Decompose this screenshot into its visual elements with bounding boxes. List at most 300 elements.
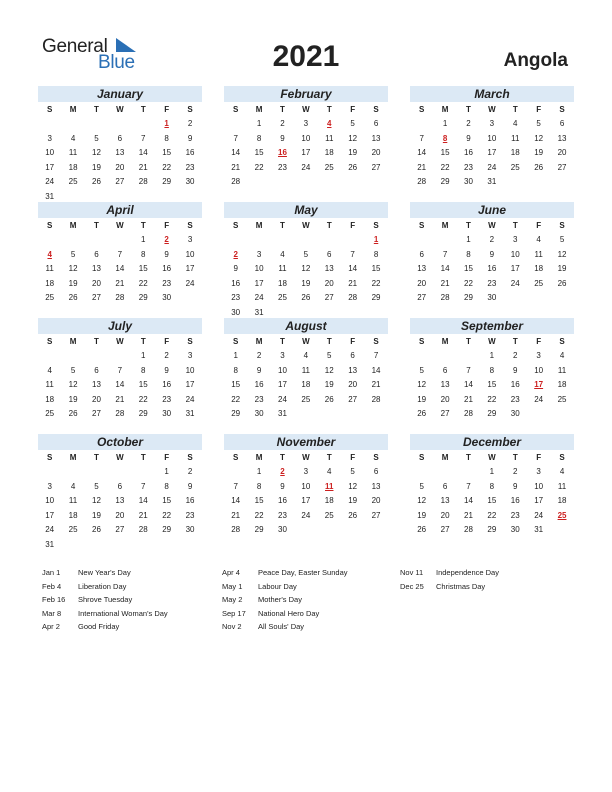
- day: 22: [464, 278, 473, 288]
- holiday-name: Good Friday: [78, 622, 120, 632]
- day: 2: [513, 467, 518, 476]
- holiday-name: Christmas Day: [436, 581, 486, 591]
- day: 30: [185, 177, 195, 187]
- weekday-label: S: [233, 105, 239, 114]
- day: 20: [371, 496, 381, 506]
- day: 27: [92, 293, 101, 303]
- day: 28: [464, 525, 473, 535]
- day: 6: [442, 365, 448, 375]
- day: 26: [417, 525, 427, 535]
- month-name: April: [38, 202, 202, 218]
- day: 10: [301, 133, 311, 143]
- holiday-date: Sep 17: [222, 608, 246, 618]
- month-october: [38, 434, 202, 553]
- day: 5: [303, 249, 309, 259]
- day: 6: [94, 365, 99, 375]
- empty-day: [108, 117, 131, 132]
- day: 11: [68, 496, 78, 506]
- day: 28: [440, 293, 450, 303]
- day: 22: [487, 394, 497, 404]
- day: 19: [301, 278, 311, 288]
- day: 1: [141, 351, 146, 360]
- day: 12: [348, 133, 358, 143]
- day: 21: [464, 510, 473, 520]
- day: 27: [348, 394, 358, 404]
- day: 29: [371, 293, 381, 303]
- day: 14: [464, 380, 473, 390]
- day: 3: [536, 467, 541, 476]
- weekday-label: M: [69, 105, 77, 114]
- day: 1: [233, 351, 238, 360]
- day: 28: [115, 293, 125, 303]
- day: 7: [117, 249, 123, 259]
- day: 7: [442, 249, 448, 259]
- day: 18: [324, 148, 334, 158]
- day: 27: [417, 293, 427, 303]
- day: 23: [278, 510, 287, 520]
- month-june: [410, 202, 574, 306]
- holiday-day: 16: [278, 148, 287, 158]
- month-march: [410, 86, 574, 190]
- day: 2: [187, 119, 193, 128]
- day-grid: [224, 117, 388, 190]
- day: 22: [487, 510, 497, 520]
- weekday-label: S: [559, 337, 565, 346]
- weekday-label: S: [419, 337, 425, 346]
- holiday-date: Apr 2: [42, 622, 60, 632]
- day: 10: [254, 264, 264, 274]
- day: 4: [559, 467, 565, 476]
- day: 26: [417, 409, 427, 419]
- holiday-name: Peace Day, Easter Sunday: [258, 568, 348, 577]
- weekday-label: T: [326, 221, 332, 230]
- day: 21: [371, 380, 381, 390]
- day: 13: [440, 380, 450, 390]
- day: 11: [45, 264, 54, 274]
- weekday-label: W: [116, 453, 124, 462]
- day: 4: [303, 351, 309, 360]
- day: 19: [324, 380, 334, 390]
- day: 20: [348, 380, 358, 390]
- day: 19: [348, 148, 358, 158]
- weekday-header: [410, 451, 574, 465]
- day: 15: [254, 496, 264, 506]
- day: 17: [301, 496, 311, 506]
- empty-day: [318, 233, 341, 248]
- day: 14: [371, 365, 381, 375]
- day: 12: [324, 365, 334, 375]
- day: 7: [117, 365, 123, 375]
- day: 15: [440, 148, 450, 158]
- day: 25: [45, 409, 55, 419]
- day: 9: [187, 133, 193, 143]
- weekday-label: T: [466, 337, 471, 346]
- day: 13: [115, 148, 125, 158]
- weekday-label: S: [47, 105, 53, 114]
- weekday-label: T: [280, 453, 285, 462]
- weekday-label: S: [233, 221, 239, 230]
- day: 17: [45, 510, 55, 520]
- day: 9: [280, 133, 285, 143]
- day: 1: [141, 235, 146, 244]
- holiday-name: International Woman's Day: [78, 608, 168, 618]
- day: 2: [256, 351, 262, 360]
- weekday-label: T: [466, 221, 471, 230]
- day: 23: [510, 510, 520, 520]
- day: 2: [466, 119, 471, 128]
- day: 10: [185, 365, 195, 375]
- weekday-label: F: [350, 105, 356, 114]
- holiday-day: 4: [327, 119, 332, 128]
- day: 19: [92, 510, 101, 520]
- weekday-label: F: [536, 105, 542, 114]
- day: 30: [278, 525, 287, 535]
- day: 17: [45, 162, 55, 172]
- holiday-date: Jan 1: [42, 568, 61, 577]
- day: 25: [278, 293, 287, 303]
- day: 23: [185, 510, 195, 520]
- weekday-header: [224, 335, 388, 349]
- day: 1: [489, 351, 495, 360]
- day: 18: [45, 394, 55, 404]
- weekday-label: S: [187, 337, 193, 346]
- day: 23: [185, 162, 195, 172]
- day: 16: [162, 264, 172, 274]
- day: 15: [487, 496, 497, 506]
- empty-day: [38, 117, 61, 132]
- day: 8: [164, 481, 169, 491]
- day: 18: [510, 148, 520, 158]
- day: 12: [301, 264, 311, 274]
- day: 13: [92, 380, 101, 390]
- month-name: June: [410, 202, 574, 218]
- day: 23: [231, 293, 241, 303]
- day: 29: [138, 293, 148, 303]
- day: 18: [278, 278, 287, 288]
- day: 14: [440, 264, 450, 274]
- weekday-label: F: [164, 337, 170, 346]
- empty-day: [457, 465, 480, 480]
- day: 13: [440, 496, 450, 506]
- day: 27: [440, 525, 450, 535]
- month-september: [410, 318, 574, 422]
- day: 18: [68, 162, 78, 172]
- day: 3: [187, 235, 193, 244]
- day: 6: [117, 481, 123, 491]
- day: 28: [138, 525, 148, 535]
- day: 10: [185, 249, 195, 259]
- day: 3: [303, 467, 309, 476]
- day: 20: [417, 278, 427, 288]
- day: 20: [115, 162, 125, 172]
- day: 3: [303, 119, 309, 128]
- holiday-name: Mother's Day: [258, 595, 302, 605]
- day: 6: [442, 481, 448, 491]
- day: 14: [138, 148, 148, 158]
- weekday-label: S: [559, 453, 565, 462]
- month-february: [224, 86, 388, 190]
- day: 14: [115, 380, 125, 390]
- day: 7: [233, 481, 238, 491]
- weekday-label: S: [47, 337, 53, 346]
- weekday-label: M: [255, 105, 263, 114]
- holiday-day: 25: [557, 510, 567, 520]
- day: 11: [45, 380, 54, 390]
- day: 18: [557, 496, 567, 506]
- weekday-label: W: [488, 221, 496, 230]
- day: 26: [534, 162, 544, 172]
- empty-day: [271, 233, 294, 248]
- empty-day: [61, 117, 84, 132]
- day-grid: [224, 233, 388, 321]
- day: 5: [350, 467, 355, 476]
- weekday-label: S: [373, 221, 379, 230]
- empty-day: [410, 349, 433, 364]
- empty-day: [224, 465, 247, 480]
- weekday-label: S: [187, 453, 193, 462]
- day: 13: [371, 133, 381, 143]
- day-grid: [38, 349, 202, 422]
- day: 12: [68, 380, 78, 390]
- day: 19: [68, 278, 78, 288]
- day: 17: [487, 148, 497, 158]
- day: 27: [440, 409, 450, 419]
- weekday-header: [38, 335, 202, 349]
- day: 28: [231, 177, 241, 187]
- day: 10: [278, 365, 287, 375]
- day: 2: [280, 119, 285, 128]
- holiday-day: 4: [47, 249, 52, 259]
- holiday-day: 8: [442, 133, 448, 143]
- day: 15: [138, 264, 148, 274]
- day: 16: [185, 148, 195, 158]
- weekday-label: W: [488, 453, 496, 462]
- day: 7: [373, 351, 379, 360]
- day: 1: [442, 119, 448, 128]
- day: 11: [557, 481, 567, 491]
- day: 22: [371, 278, 381, 288]
- day: 10: [534, 365, 544, 375]
- holiday-name: Labour Day: [258, 581, 297, 591]
- weekday-label: T: [466, 453, 471, 462]
- country-name: Angola: [503, 50, 568, 71]
- weekday-label: W: [302, 221, 310, 230]
- weekday-label: W: [302, 337, 310, 346]
- empty-day: [294, 233, 317, 248]
- day: 25: [45, 293, 55, 303]
- day: 21: [231, 510, 241, 520]
- empty-day: [108, 349, 131, 364]
- day: 3: [280, 351, 285, 360]
- day: 24: [534, 510, 544, 520]
- day: 28: [115, 409, 125, 419]
- day: 24: [45, 525, 55, 535]
- empty-day: [85, 117, 108, 132]
- day: 25: [324, 162, 334, 172]
- day: 17: [510, 264, 520, 274]
- day: 7: [466, 365, 471, 375]
- day: 24: [278, 394, 287, 404]
- day: 11: [301, 365, 311, 375]
- weekday-label: T: [512, 453, 518, 462]
- day: 11: [534, 249, 543, 259]
- day: 9: [466, 133, 471, 143]
- empty-day: [108, 233, 131, 248]
- holiday-column: [222, 566, 348, 634]
- day: 4: [70, 133, 76, 143]
- empty-day: [108, 465, 131, 480]
- weekday-label: T: [140, 453, 146, 462]
- day: 6: [350, 351, 355, 360]
- day: 21: [348, 278, 358, 288]
- day: 28: [417, 177, 427, 187]
- day: 20: [371, 148, 381, 158]
- weekday-label: M: [69, 221, 77, 230]
- day: 1: [164, 467, 169, 476]
- day: 23: [162, 278, 172, 288]
- empty-day: [341, 233, 364, 248]
- month-name: November: [224, 434, 388, 450]
- day: 2: [187, 467, 193, 476]
- day: 12: [92, 148, 101, 158]
- day: 30: [162, 409, 172, 419]
- holiday-entry: [42, 566, 168, 580]
- holiday-entry: [42, 607, 168, 621]
- day: 25: [510, 162, 520, 172]
- day: 10: [487, 133, 497, 143]
- day: 31: [487, 177, 497, 187]
- weekday-label: F: [350, 337, 356, 346]
- empty-day: [410, 465, 433, 480]
- day: 15: [487, 380, 497, 390]
- empty-day: [38, 465, 61, 480]
- day: 10: [45, 148, 55, 158]
- weekday-label: T: [140, 221, 146, 230]
- day: 26: [557, 278, 567, 288]
- day: 24: [185, 278, 195, 288]
- day: 12: [534, 133, 544, 143]
- day: 21: [115, 394, 125, 404]
- day: 13: [557, 133, 567, 143]
- weekday-label: T: [326, 337, 332, 346]
- day: 9: [513, 365, 518, 375]
- holiday-entry: [400, 580, 499, 594]
- empty-day: [61, 349, 84, 364]
- day: 23: [487, 278, 497, 288]
- month-december: [410, 434, 574, 538]
- weekday-label: T: [326, 453, 332, 462]
- day: 20: [440, 510, 450, 520]
- day-grid: [224, 349, 388, 422]
- day: 27: [324, 293, 334, 303]
- day: 16: [278, 496, 287, 506]
- weekday-header: [224, 219, 388, 233]
- day: 15: [162, 148, 172, 158]
- weekday-label: M: [441, 105, 449, 114]
- day: 27: [115, 525, 125, 535]
- day: 8: [256, 481, 262, 491]
- day: 1: [256, 467, 262, 476]
- holiday-day: 2: [280, 467, 285, 476]
- day: 28: [231, 525, 241, 535]
- day: 8: [373, 249, 379, 259]
- day: 19: [68, 394, 78, 404]
- month-name: January: [38, 86, 202, 102]
- day: 12: [92, 496, 101, 506]
- day-grid: [410, 117, 574, 190]
- weekday-label: S: [373, 453, 379, 462]
- empty-day: [85, 349, 108, 364]
- day: 17: [301, 148, 311, 158]
- holiday-entry: [222, 620, 348, 634]
- day: 5: [327, 351, 332, 360]
- weekday-label: T: [94, 337, 99, 346]
- day-grid: [410, 349, 574, 422]
- weekday-label: M: [255, 453, 263, 462]
- day: 24: [534, 394, 544, 404]
- day: 26: [68, 409, 78, 419]
- day: 22: [440, 162, 450, 172]
- day: 22: [254, 162, 264, 172]
- weekday-label: S: [373, 105, 379, 114]
- day: 5: [536, 119, 541, 128]
- holiday-day: 2: [164, 235, 169, 244]
- holiday-entry: [42, 580, 168, 594]
- day: 19: [92, 162, 101, 172]
- weekday-header: [38, 103, 202, 117]
- holiday-date: Mar 8: [42, 608, 62, 618]
- weekday-label: T: [94, 105, 99, 114]
- day: 21: [138, 162, 148, 172]
- day: 4: [559, 351, 565, 360]
- holiday-column: [400, 566, 499, 593]
- day: 5: [70, 249, 76, 259]
- day: 12: [417, 496, 427, 506]
- holiday-name: All Souls' Day: [258, 622, 305, 632]
- month-name: May: [224, 202, 388, 218]
- day: 26: [92, 525, 101, 535]
- holiday-name: New Year's Day: [78, 568, 131, 577]
- day: 15: [162, 496, 172, 506]
- day: 19: [557, 264, 567, 274]
- empty-day: [410, 233, 433, 248]
- day: 5: [559, 235, 565, 244]
- day: 1: [256, 119, 262, 128]
- day: 3: [536, 351, 541, 360]
- day-grid: [38, 117, 202, 205]
- day: 14: [115, 264, 125, 274]
- day: 6: [373, 119, 379, 128]
- holiday-column: [42, 566, 168, 634]
- empty-day: [132, 117, 155, 132]
- day: 21: [417, 162, 427, 172]
- day: 30: [254, 409, 264, 419]
- day: 29: [440, 177, 450, 187]
- day: 31: [185, 409, 195, 419]
- day: 29: [464, 293, 473, 303]
- day: 10: [301, 481, 311, 491]
- month-name: September: [410, 318, 574, 334]
- weekday-label: S: [373, 337, 379, 346]
- weekday-label: F: [350, 221, 356, 230]
- day: 20: [92, 394, 101, 404]
- holiday-day: 1: [373, 235, 379, 244]
- weekday-label: T: [466, 105, 471, 114]
- brand-name-general: General: [42, 36, 108, 57]
- empty-day: [61, 233, 84, 248]
- weekday-label: T: [280, 337, 285, 346]
- day: 29: [254, 525, 264, 535]
